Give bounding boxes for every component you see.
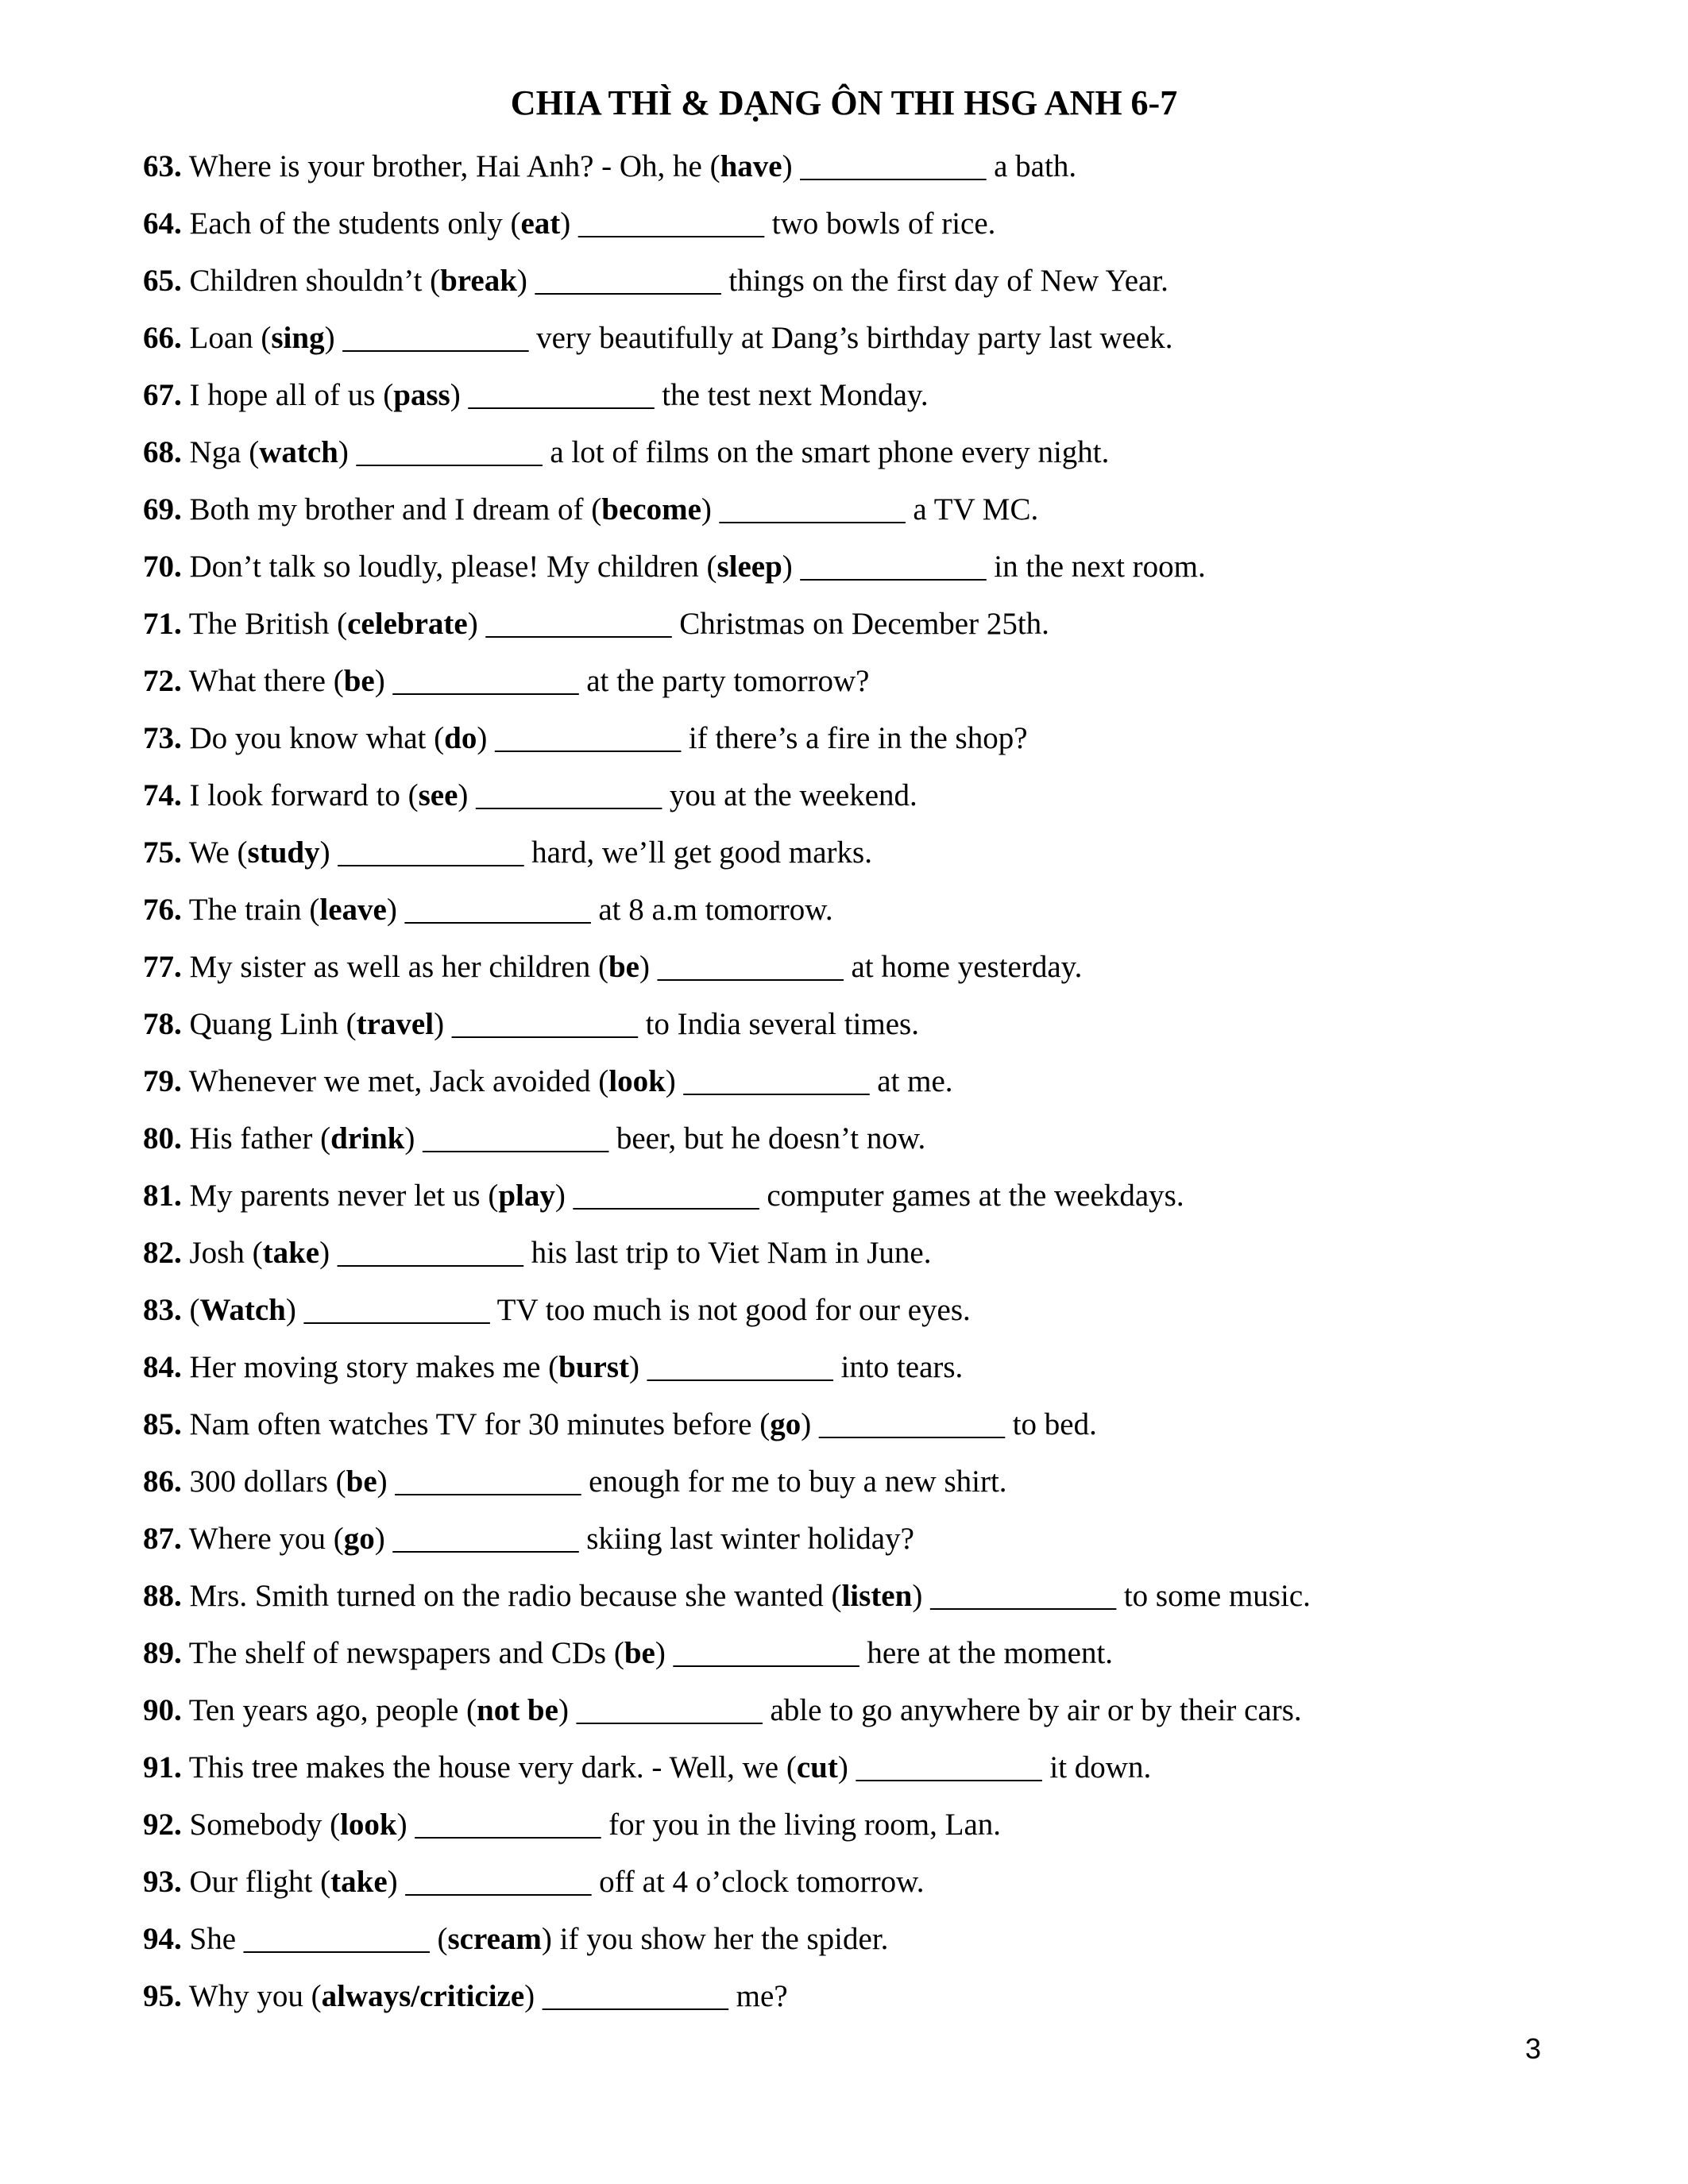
item-text: ( (189, 1293, 200, 1327)
item-text: His father ( (189, 1121, 331, 1156)
item-text: I hope all of us ( (189, 378, 394, 412)
paren-close: ) (374, 664, 385, 698)
item-text: 300 dollars ( (189, 1464, 346, 1499)
item-text: My parents never let us ( (189, 1179, 499, 1213)
verb-hint: look (340, 1808, 397, 1842)
paren-close: ) (541, 1922, 552, 1956)
item-text: Where is your brother, Hai Anh? - Oh, he ( (188, 149, 720, 183)
paren-close: ) (319, 1236, 330, 1270)
item-number: 63. (143, 149, 182, 183)
item-text: Quang Linh ( (189, 1007, 357, 1041)
item-text: She (189, 1922, 236, 1956)
verb-hint: burst (558, 1350, 630, 1384)
answer-blank[interactable]: ____________ (647, 1350, 833, 1384)
exercise-item-81 (143, 1167, 1636, 1225)
item-text-tail: hard, we’ll get good marks. (531, 835, 872, 870)
item-text-tail: you at the weekend. (669, 778, 917, 812)
paren-close: ) (912, 1579, 923, 1613)
exercise-item-65 (143, 253, 1636, 310)
item-text: My sister as well as her children ( (189, 950, 608, 984)
item-text: Why you ( (188, 1979, 322, 2013)
item-number: 77. (143, 950, 182, 984)
paren-close: ) (701, 492, 712, 527)
exercise-item-70 (143, 538, 1636, 596)
exercise-item-86 (143, 1453, 1636, 1511)
exercise-item-80 (143, 1110, 1636, 1167)
exercise-item-90 (143, 1682, 1636, 1739)
item-number: 75. (143, 835, 182, 870)
item-text: Whenever we met, Jack avoided ( (188, 1064, 609, 1098)
item-text: Nga ( (189, 435, 260, 469)
item-number: 65. (143, 264, 182, 298)
item-number: 80. (143, 1121, 182, 1156)
exercise-item-95 (143, 1968, 1636, 2025)
item-text-tail: at home yesterday. (851, 950, 1083, 984)
answer-blank[interactable]: ____________ (576, 1693, 763, 1727)
answer-blank[interactable]: ____________ (342, 321, 529, 355)
exercise-item-71 (143, 596, 1636, 653)
verb-hint: travel (356, 1007, 435, 1041)
item-number: 67. (143, 378, 182, 412)
verb-hint: Watch (199, 1293, 286, 1327)
item-text-tail: computer games at the weekdays. (767, 1179, 1184, 1213)
item-text-tail: a TV MC. (913, 492, 1039, 527)
paren-open: ( (437, 1922, 448, 1956)
verb-hint: cut (796, 1750, 838, 1785)
answer-blank[interactable]: ____________ (485, 607, 672, 641)
answer-blank[interactable]: ____________ (392, 664, 579, 698)
item-text: We ( (188, 835, 248, 870)
exercise-item-89 (143, 1625, 1636, 1682)
item-text: This tree makes the house very dark. - Well, we ( (188, 1750, 797, 1785)
verb-hint: watch (259, 435, 338, 469)
item-number: 84. (143, 1350, 182, 1384)
paren-close: ) (560, 206, 571, 241)
answer-blank[interactable]: ____________ (573, 1179, 759, 1213)
item-number: 93. (143, 1865, 182, 1899)
exercise-item-92 (143, 1796, 1636, 1854)
verb-hint: sleep (717, 550, 782, 584)
item-text: The train ( (188, 893, 320, 927)
page-title: CHIA THÌ & DẠNG ÔN THI HSG ANH 6-7 (510, 83, 1178, 122)
exercise-item-73 (143, 710, 1636, 767)
answer-blank[interactable]: ____________ (800, 550, 987, 584)
verb-hint: be (624, 1636, 655, 1670)
item-text-tail: if you show her the spider. (559, 1922, 889, 1956)
paren-close: ) (801, 1407, 812, 1441)
exercise-item-85 (143, 1396, 1636, 1453)
exercise-item-72 (143, 653, 1636, 710)
paren-close: ) (387, 1865, 398, 1899)
item-text: What there ( (188, 664, 344, 698)
item-text-tail: two bowls of rice. (771, 206, 996, 241)
item-number: 71. (143, 607, 182, 641)
exercise-item-63 (143, 138, 1636, 195)
item-text-tail: at 8 a.m tomorrow. (598, 893, 833, 927)
item-text: Don’t talk so loudly, please! My children ( (189, 550, 717, 584)
answer-blank[interactable]: ____________ (405, 1865, 592, 1899)
exercise-item-64 (143, 195, 1636, 253)
answer-blank[interactable]: ____________ (356, 435, 543, 469)
item-text-tail: able to go anywhere by air or by their cars. (770, 1693, 1302, 1727)
answer-blank[interactable]: ____________ (415, 1808, 601, 1842)
item-number: 64. (143, 206, 182, 241)
exercise-item-66 (143, 310, 1636, 367)
exercise-item-78 (143, 996, 1636, 1053)
item-text-tail: it down. (1049, 1750, 1152, 1785)
paren-close: ) (655, 1636, 666, 1670)
item-text-tail: here at the moment. (867, 1636, 1114, 1670)
item-number: 78. (143, 1007, 182, 1041)
exercise-item-79 (143, 1053, 1636, 1110)
paren-close: ) (665, 1064, 676, 1098)
paren-close: ) (434, 1007, 445, 1041)
item-text-tail: beer, but he doesn’t now. (616, 1121, 926, 1156)
item-text-tail: Christmas on December 25th. (679, 607, 1049, 641)
verb-hint: look (608, 1064, 666, 1098)
answer-blank[interactable]: ____________ (800, 149, 987, 183)
paren-close: ) (324, 321, 335, 355)
item-text-tail: to some music. (1123, 1579, 1311, 1613)
item-text: Children shouldn’t ( (189, 264, 441, 298)
item-number: 94. (143, 1922, 182, 1956)
paren-close: ) (285, 1293, 296, 1327)
verb-hint: celebrate (347, 607, 468, 641)
verb-hint: have (720, 149, 782, 183)
item-text-tail: to bed. (1012, 1407, 1097, 1441)
item-number: 76. (143, 893, 182, 927)
item-number: 92. (143, 1808, 182, 1842)
answer-blank[interactable]: ____________ (404, 893, 591, 927)
item-text-tail: into tears. (840, 1350, 964, 1384)
exercise-item-83 (143, 1282, 1636, 1339)
item-number: 72. (143, 664, 182, 698)
exercise-item-68 (143, 424, 1636, 481)
item-number: 79. (143, 1064, 182, 1098)
item-text-tail: at the party tomorrow? (586, 664, 870, 698)
paren-close: ) (837, 1750, 848, 1785)
item-text-tail: the test next Monday. (662, 378, 929, 412)
exercise-item-87 (143, 1511, 1636, 1568)
item-number: 66. (143, 321, 182, 355)
item-number: 68. (143, 435, 182, 469)
verb-hint: take (262, 1236, 320, 1270)
item-number: 91. (143, 1750, 182, 1785)
answer-blank[interactable]: ____________ (451, 1007, 638, 1041)
item-text: Each of the students only ( (189, 206, 521, 241)
exercise-item-91 (143, 1739, 1636, 1796)
answer-blank[interactable]: ____________ (423, 1121, 609, 1156)
paren-close: ) (458, 778, 469, 812)
exercise-item-94 (143, 1911, 1636, 1968)
paren-close: ) (629, 1350, 640, 1384)
item-text: Where you ( (188, 1522, 344, 1556)
paren-close: ) (477, 721, 488, 755)
item-number: 81. (143, 1179, 182, 1213)
item-text: Do you know what ( (189, 721, 445, 755)
verb-hint: study (247, 835, 320, 870)
paren-close: ) (396, 1808, 408, 1842)
item-text: Loan ( (189, 321, 272, 355)
answer-blank[interactable]: ____________ (337, 1236, 523, 1270)
answer-blank[interactable]: ____________ (542, 1979, 728, 2013)
answer-blank[interactable]: ____________ (338, 835, 524, 870)
verb-hint: see (418, 778, 458, 812)
verb-hint: be (343, 664, 375, 698)
verb-hint: not be (477, 1693, 558, 1727)
item-number: 69. (143, 492, 182, 527)
page-number: 3 (1525, 2032, 1542, 2065)
exercise-item-76 (143, 882, 1636, 939)
verb-hint: be (608, 950, 639, 984)
item-text-tail: to India several times. (645, 1007, 919, 1041)
answer-blank[interactable]: ____________ (535, 264, 721, 298)
verb-hint: go (343, 1522, 375, 1556)
item-text: The British ( (188, 607, 348, 641)
item-text-tail: me? (736, 1979, 788, 2013)
paren-close: ) (319, 835, 330, 870)
exercise-item-75 (143, 824, 1636, 882)
item-text-tail: very beautifully at Dang’s birthday party last week. (536, 321, 1173, 355)
verb-hint: become (601, 492, 701, 527)
answer-blank[interactable]: ____________ (657, 950, 844, 984)
item-text-tail: a lot of films on the smart phone every night. (550, 435, 1110, 469)
item-number: 82. (143, 1236, 182, 1270)
item-number: 74. (143, 778, 182, 812)
item-text: Both my brother and I dream of ( (189, 492, 602, 527)
item-text-tail: a bath. (994, 149, 1077, 183)
item-number: 88. (143, 1579, 182, 1613)
exercise-item-77 (143, 939, 1636, 996)
item-text-tail: off at 4 o’clock tomorrow. (599, 1865, 925, 1899)
item-number: 73. (143, 721, 182, 755)
item-number: 87. (143, 1522, 182, 1556)
verb-hint: listen (841, 1579, 913, 1613)
exercise-item-88 (143, 1568, 1636, 1625)
paren-close: ) (450, 378, 461, 412)
verb-hint: leave (319, 893, 387, 927)
item-text-tail: TV too much is not good for our eyes. (496, 1293, 971, 1327)
item-text: I look forward to ( (189, 778, 419, 812)
answer-blank[interactable]: ____________ (578, 206, 765, 241)
exercise-item-67 (143, 367, 1636, 424)
paren-close: ) (377, 1464, 388, 1499)
answer-blank[interactable]: ____________ (930, 1579, 1117, 1613)
verb-hint: be (346, 1464, 377, 1499)
paren-close: ) (374, 1522, 385, 1556)
item-number: 95. (143, 1979, 182, 2013)
exercise-item-74 (143, 767, 1636, 824)
answer-blank[interactable]: ____________ (395, 1464, 581, 1499)
verb-hint: go (770, 1407, 802, 1441)
verb-hint: play (498, 1179, 555, 1213)
answer-blank[interactable]: ____________ (495, 721, 682, 755)
paren-close: ) (558, 1693, 569, 1727)
item-text-tail: in the next room. (994, 550, 1206, 584)
answer-blank[interactable]: ____________ (856, 1750, 1042, 1785)
item-text: Nam often watches TV for 30 minutes before ( (189, 1407, 771, 1441)
paren-close: ) (467, 607, 478, 641)
paren-close: ) (639, 950, 650, 984)
item-text: Somebody ( (189, 1808, 341, 1842)
verb-hint: drink (330, 1121, 405, 1156)
answer-blank[interactable]: ____________ (719, 492, 906, 527)
item-text: Our flight ( (189, 1865, 331, 1899)
exercise-item-93 (143, 1854, 1636, 1911)
answer-blank[interactable]: ____________ (468, 378, 655, 412)
verb-hint: always/criticize (321, 1979, 525, 2013)
paren-close: ) (338, 435, 349, 469)
item-text-tail: for you in the living room, Lan. (608, 1808, 1002, 1842)
item-number: 85. (143, 1407, 182, 1441)
paren-close: ) (782, 149, 793, 183)
answer-blank[interactable]: ____________ (476, 778, 662, 812)
paren-close: ) (554, 1179, 566, 1213)
paren-close: ) (524, 1979, 535, 2013)
answer-blank[interactable]: ____________ (818, 1407, 1005, 1441)
verb-hint: sing (271, 321, 325, 355)
item-text-tail: at me. (877, 1064, 953, 1098)
answer-blank[interactable]: ____________ (243, 1922, 430, 1956)
paren-close: ) (516, 264, 527, 298)
answer-blank[interactable]: ____________ (673, 1636, 859, 1670)
item-text: Mrs. Smith turned on the radio because she wanted ( (189, 1579, 842, 1613)
verb-hint: break (440, 264, 517, 298)
item-text-tail: things on the first day of New Year. (728, 264, 1168, 298)
exercise-item-69 (143, 481, 1636, 538)
exercise-list (143, 138, 1636, 2025)
item-number: 70. (143, 550, 182, 584)
answer-blank[interactable]: ____________ (683, 1064, 870, 1098)
paren-close: ) (386, 893, 397, 927)
item-text-tail: skiing last winter holiday? (586, 1522, 914, 1556)
paren-close: ) (782, 550, 793, 584)
verb-hint: pass (393, 378, 450, 412)
item-text-tail: enough for me to buy a new shirt. (589, 1464, 1007, 1499)
answer-blank[interactable]: ____________ (392, 1522, 579, 1556)
exercise-item-84 (143, 1339, 1636, 1396)
item-number: 86. (143, 1464, 182, 1499)
item-text-tail: if there’s a fire in the shop? (688, 721, 1028, 755)
item-text-tail: his last trip to Viet Nam in June. (531, 1236, 932, 1270)
item-number: 89. (143, 1636, 182, 1670)
item-text: Her moving story makes me ( (189, 1350, 559, 1384)
item-text: Josh ( (189, 1236, 263, 1270)
verb-hint: eat (520, 206, 561, 241)
verb-hint: do (444, 721, 477, 755)
item-text: The shelf of newspapers and CDs ( (188, 1636, 624, 1670)
item-number: 83. (143, 1293, 182, 1327)
item-number: 90. (143, 1693, 182, 1727)
paren-close: ) (404, 1121, 415, 1156)
item-text: Ten years ago, people ( (188, 1693, 477, 1727)
exercise-item-82 (143, 1225, 1636, 1282)
verb-hint: take (330, 1865, 388, 1899)
answer-blank[interactable]: ____________ (303, 1293, 490, 1327)
verb-hint: scream (447, 1922, 542, 1956)
